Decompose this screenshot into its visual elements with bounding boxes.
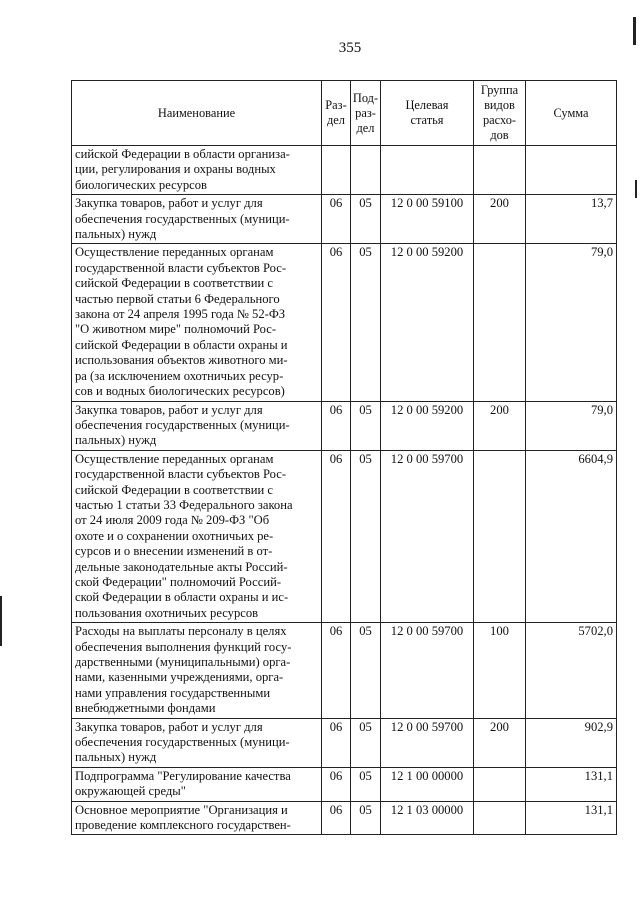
cell-name: Подпрограмма "Регулирование качества окружающей среды" xyxy=(72,767,322,801)
cell-sum: 131,1 xyxy=(526,767,617,801)
scan-edge-mark-left xyxy=(0,596,2,646)
table-row xyxy=(72,195,617,244)
header-name: Наименование xyxy=(72,81,322,146)
cell-group: 200 xyxy=(474,401,526,450)
cell-sum: 79,0 xyxy=(526,401,617,450)
cell-target: 12 0 00 59100 xyxy=(381,195,474,244)
cell-name: Основное мероприятие "Организация и проведение комплексного государствен- xyxy=(72,801,322,835)
scan-edge-mark-top xyxy=(633,17,636,45)
table-row xyxy=(72,450,617,622)
table-row xyxy=(72,401,617,450)
cell-name: Закупка товаров, работ и услуг для обеспечения государственных (муници- пальных) нужд xyxy=(72,401,322,450)
table-header-row xyxy=(72,81,617,146)
cell-section: 06 xyxy=(322,623,351,718)
cell-section: 06 xyxy=(322,801,351,835)
header-section: Раз- дел xyxy=(322,81,351,146)
cell-section: 06 xyxy=(322,450,351,622)
cell-target xyxy=(381,146,474,195)
cell-sum: 902,9 xyxy=(526,718,617,767)
cell-name: Осуществление переданных органам государственной власти субъектов Рос- сийской Федерации в соответствии с частью первой статьи 6 Федерального закона от 24 апреля 1995 года № 52-ФЗ "О животном мире" полномочий Рос- сийской Федерации в области охраны и использования объектов животного ми- ра (за исключением охотничьих ресур- сов и водных биологических ресурсов) xyxy=(72,244,322,401)
cell-group: 200 xyxy=(474,718,526,767)
cell-target: 12 0 00 59700 xyxy=(381,718,474,767)
cell-name: Закупка товаров, работ и услуг для обеспечения государственных (муници- пальных) нужд xyxy=(72,195,322,244)
cell-subsection: 05 xyxy=(351,623,381,718)
cell-name: Расходы на выплаты персоналу в целях обеспечения выполнения функций госу- дарственными (муниципальными) орга- нами, казенными учреждениями, орга- нами управления государственными внебюджетными фондами xyxy=(72,623,322,718)
cell-subsection xyxy=(351,146,381,195)
cell-target: 12 0 00 59700 xyxy=(381,623,474,718)
cell-subsection: 05 xyxy=(351,450,381,622)
cell-sum: 6604,9 xyxy=(526,450,617,622)
cell-group xyxy=(474,244,526,401)
header-target: Целевая статья xyxy=(381,81,474,146)
cell-target: 12 0 00 59200 xyxy=(381,244,474,401)
cell-subsection: 05 xyxy=(351,801,381,835)
cell-section xyxy=(322,146,351,195)
header-sum: Сумма xyxy=(526,81,617,146)
budget-table xyxy=(71,80,617,835)
cell-subsection: 05 xyxy=(351,195,381,244)
cell-section: 06 xyxy=(322,767,351,801)
cell-sum: 79,0 xyxy=(526,244,617,401)
cell-group xyxy=(474,450,526,622)
cell-target: 12 0 00 59700 xyxy=(381,450,474,622)
cell-sum: 5702,0 xyxy=(526,623,617,718)
cell-section: 06 xyxy=(322,718,351,767)
cell-section: 06 xyxy=(322,244,351,401)
cell-sum: 13,7 xyxy=(526,195,617,244)
cell-group xyxy=(474,146,526,195)
table-row xyxy=(72,801,617,835)
cell-subsection: 05 xyxy=(351,718,381,767)
cell-subsection: 05 xyxy=(351,401,381,450)
cell-target: 12 1 03 00000 xyxy=(381,801,474,835)
cell-sum xyxy=(526,146,617,195)
cell-group xyxy=(474,767,526,801)
cell-target: 12 1 00 00000 xyxy=(381,767,474,801)
scan-edge-mark-middle xyxy=(635,180,637,198)
cell-section: 06 xyxy=(322,401,351,450)
cell-name: Осуществление переданных органам государственной власти субъектов Рос- сийской Федерации в соответствии с частью 1 статьи 33 Федерального закона от 24 июля 2009 года № 209-ФЗ "Об охоте и о сохранении охотничьих ре- сурсов и о внесении изменений в от- дельные законодательные акты Россий- ской Федерации" полномочий Россий- ской Федерации в области охраны и ис- пользования охотничьих ресурсов xyxy=(72,450,322,622)
header-group: Группа видов расхо- дов xyxy=(474,81,526,146)
table-row xyxy=(72,244,617,401)
cell-group: 200 xyxy=(474,195,526,244)
table-row xyxy=(72,718,617,767)
table-row xyxy=(72,623,617,718)
cell-section: 06 xyxy=(322,195,351,244)
table-row xyxy=(72,767,617,801)
cell-group: 100 xyxy=(474,623,526,718)
cell-group xyxy=(474,801,526,835)
cell-name: Закупка товаров, работ и услуг для обеспечения государственных (муници- пальных) нужд xyxy=(72,718,322,767)
page-number: 355 xyxy=(338,40,362,56)
table-body xyxy=(72,146,617,835)
cell-sum: 131,1 xyxy=(526,801,617,835)
cell-target: 12 0 00 59200 xyxy=(381,401,474,450)
cell-subsection: 05 xyxy=(351,767,381,801)
cell-name: сийской Федерации в области организа- ции, регулирования и охраны водных биологических ресурсов xyxy=(72,146,322,195)
cell-subsection: 05 xyxy=(351,244,381,401)
header-subsection: Под- раз- дел xyxy=(351,81,381,146)
table-row xyxy=(72,146,617,195)
